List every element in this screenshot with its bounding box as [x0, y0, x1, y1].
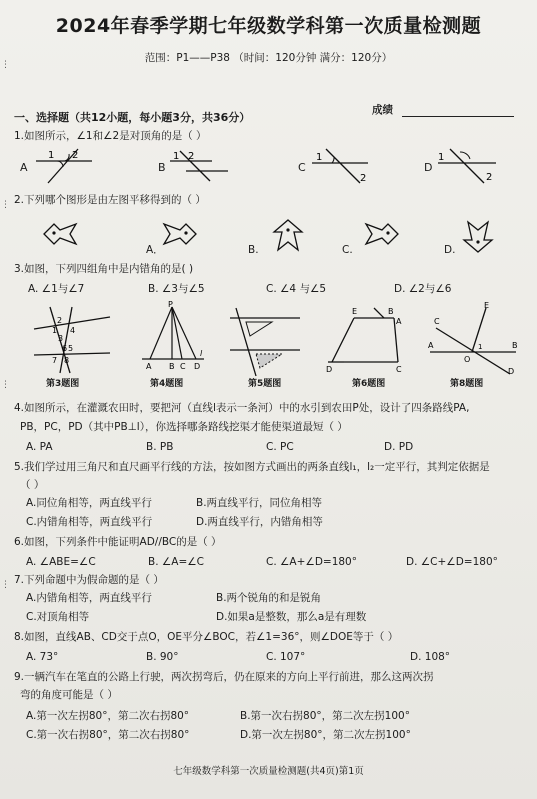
svg-text:3: 3 — [58, 334, 64, 343]
figure-q4 — [140, 301, 206, 375]
label-1: 1 — [48, 150, 55, 161]
q2-shape-d — [462, 220, 494, 254]
svg-text:O: O — [464, 355, 471, 364]
q9-opt-b[interactable]: B.第一次右拐80°，第二次左拐100° — [240, 710, 410, 722]
svg-text:2: 2 — [57, 316, 63, 325]
q5-opt-d[interactable]: D.两直线平行，内错角相等 — [196, 516, 323, 528]
q7-opt-d[interactable]: D.如果a是整数，那么a是有理数 — [216, 611, 367, 623]
q5-stem-line2: （ ） — [20, 479, 45, 491]
svg-text:B: B — [388, 307, 394, 316]
svg-text:D: D — [508, 367, 515, 376]
q1-figure-c — [310, 147, 372, 185]
score-blank[interactable] — [402, 116, 514, 117]
svg-text:l: l — [200, 349, 203, 358]
q1-opt-d[interactable]: D — [424, 161, 433, 174]
q9-opt-a[interactable]: A.第一次左拐80°，第二次右拐80° — [26, 710, 190, 722]
figure-q5 — [226, 306, 302, 378]
q5-opt-a[interactable]: A.同位角相等，两直线平行 — [26, 497, 152, 509]
q4-opt-b[interactable]: B. PB — [146, 441, 174, 453]
svg-text:E: E — [352, 307, 358, 316]
svg-text:B: B — [169, 362, 175, 371]
score-label: 成绩 — [372, 104, 393, 116]
q2-opt-c[interactable]: C. — [342, 244, 353, 256]
section-heading: 一、选择题（共12小题，每小题3分，共36分） — [14, 111, 251, 124]
exam-title: 2024年春季学期七年级数学科第一次质量检测题 — [55, 15, 482, 37]
svg-text:C: C — [180, 362, 186, 371]
q6-opt-d[interactable]: D. ∠C+∠D=180° — [406, 556, 498, 568]
binding-mark: ⋮ — [1, 380, 10, 390]
q4-opt-d[interactable]: D. PD — [384, 441, 414, 453]
q9-stem-line1: 9.一辆汽车在笔直的公路上行驶，两次拐弯后，仍在原来的方向上平行前进，那么这两次拐 — [14, 671, 434, 683]
label-2: 2 — [188, 151, 195, 162]
binding-mark: ⋮ — [1, 200, 10, 210]
q2-shape-a — [160, 220, 200, 248]
q2-shape-c — [362, 220, 402, 248]
q4-stem-line2: PB，PC，PD（其中PB⊥l），你选择哪条路线挖渠才能使渠道最短（ ） — [20, 421, 348, 433]
q1-opt-c[interactable]: C — [298, 161, 306, 174]
svg-text:1: 1 — [478, 343, 483, 351]
caption-fig3: 第3题图 — [46, 379, 80, 389]
q6-opt-c[interactable]: C. ∠A+∠D=180° — [266, 556, 357, 568]
svg-text:1: 1 — [52, 326, 58, 335]
q1-opt-a[interactable]: A — [20, 161, 28, 174]
svg-text:A: A — [396, 317, 402, 326]
q8-stem: 8.如图，直线AB、CD交于点O，OE平分∠BOC，若∠1=36°，则∠DOE等于（ ） — [14, 631, 399, 643]
q3-opt-a[interactable]: A. ∠1与∠7 — [28, 283, 85, 295]
exam-scope: 范围：P1——P38 （时间：120分钟 满分：120分） — [144, 52, 393, 64]
q1-figure-b — [168, 147, 230, 185]
q2-opt-d[interactable]: D. — [444, 244, 456, 256]
q1-figure-a — [34, 147, 94, 185]
q7-stem: 7.下列命题中为假命题的是（ ） — [14, 574, 164, 586]
q2-stem: 2.下列哪个图形是由左图平移得到的（ ） — [14, 194, 206, 206]
q5-stem-line1: 5.我们学过用三角尺和直尺画平行线的方法，按如图方式画出的两条直线l₁，l₂一定平行，其判定依据是 — [14, 461, 490, 473]
q3-opt-b[interactable]: B. ∠3与∠5 — [148, 283, 205, 295]
q5-opt-c[interactable]: C.内错角相等，两直线平行 — [26, 516, 153, 528]
svg-text:4: 4 — [70, 326, 76, 335]
label-1: 1 — [173, 151, 180, 162]
q3-opt-d[interactable]: D. ∠2与∠6 — [394, 283, 452, 295]
page-footer: 七年级数学科第一次质量检测题(共4页)第1页 — [173, 766, 364, 777]
svg-text:D: D — [194, 362, 201, 371]
q8-opt-b[interactable]: B. 90° — [146, 651, 179, 663]
q1-figure-d — [436, 147, 498, 185]
q6-stem: 6.如图，下列条件中能证明AD//BC的是（ ） — [14, 536, 222, 548]
svg-text:C: C — [434, 317, 440, 326]
svg-text:A: A — [146, 362, 152, 371]
label-2: 2 — [360, 173, 367, 184]
q3-stem: 3.如图，下列四组角中是内错角的是( ) — [14, 263, 194, 275]
caption-fig8: 第8题图 — [450, 379, 484, 389]
binding-mark: ⋮ — [1, 580, 10, 590]
q7-opt-a[interactable]: A.内错角相等，两直线平行 — [26, 592, 152, 604]
svg-text:8: 8 — [64, 356, 70, 365]
caption-fig5: 第5题图 — [248, 379, 282, 389]
q8-opt-a[interactable]: A. 73° — [26, 651, 59, 663]
q6-opt-a[interactable]: A. ∠ABE=∠C — [26, 556, 96, 568]
q6-opt-b[interactable]: B. ∠A=∠C — [148, 556, 205, 568]
q5-opt-b[interactable]: B.两直线平行，同位角相等 — [196, 497, 323, 509]
q4-opt-a[interactable]: A. PA — [26, 441, 53, 453]
figure-q3 — [30, 303, 114, 375]
caption-fig6: 第6题图 — [352, 379, 386, 389]
caption-fig4: 第4题图 — [150, 379, 184, 389]
q2-original-shape — [40, 220, 80, 248]
q4-stem-line1: 4.如图所示，在灌溉农田时，要把河（直线l表示一条河）中的水引到农田P处，设计了四条路线PA, — [14, 402, 470, 414]
svg-text:5: 5 — [68, 344, 74, 353]
q1-opt-b[interactable]: B — [158, 161, 166, 174]
label-2: 2 — [486, 172, 493, 183]
q9-stem-line2: 弯的角度可能是（ ） — [20, 689, 118, 701]
label-2: 2 — [72, 150, 79, 161]
q2-opt-b[interactable]: B. — [248, 244, 259, 256]
svg-text:7: 7 — [52, 356, 58, 365]
figure-q6 — [324, 304, 408, 378]
svg-text:C: C — [396, 365, 402, 374]
q9-opt-d[interactable]: D.第一次左拐80°，第二次左拐100° — [240, 729, 411, 741]
svg-text:P: P — [168, 301, 173, 309]
q1-stem: 1.如图所示，∠1和∠2是对顶角的是（ ） — [14, 130, 207, 142]
q4-opt-c[interactable]: C. PC — [266, 441, 294, 453]
binding-mark: ⋮ — [1, 60, 10, 70]
q7-opt-b[interactable]: B.两个锐角的和是锐角 — [216, 592, 322, 604]
svg-text:E: E — [484, 302, 490, 310]
q2-opt-a[interactable]: A． — [146, 244, 164, 256]
q8-opt-d[interactable]: D. 108° — [410, 651, 451, 663]
svg-text:B: B — [512, 341, 518, 350]
label-1: 1 — [438, 152, 445, 163]
q9-opt-c[interactable]: C.第一次右拐80°，第二次右拐80° — [26, 729, 190, 741]
q3-opt-c[interactable]: C. ∠4 与∠5 — [266, 283, 327, 295]
figure-q8 — [426, 302, 520, 378]
q2-shape-b — [272, 218, 304, 252]
q8-opt-c[interactable]: C. 107° — [266, 651, 306, 663]
q7-opt-c[interactable]: C.对顶角相等 — [26, 611, 90, 623]
svg-text:A: A — [428, 341, 434, 350]
label-1: 1 — [316, 152, 323, 163]
svg-text:D: D — [326, 365, 333, 374]
svg-text:6: 6 — [62, 344, 68, 353]
